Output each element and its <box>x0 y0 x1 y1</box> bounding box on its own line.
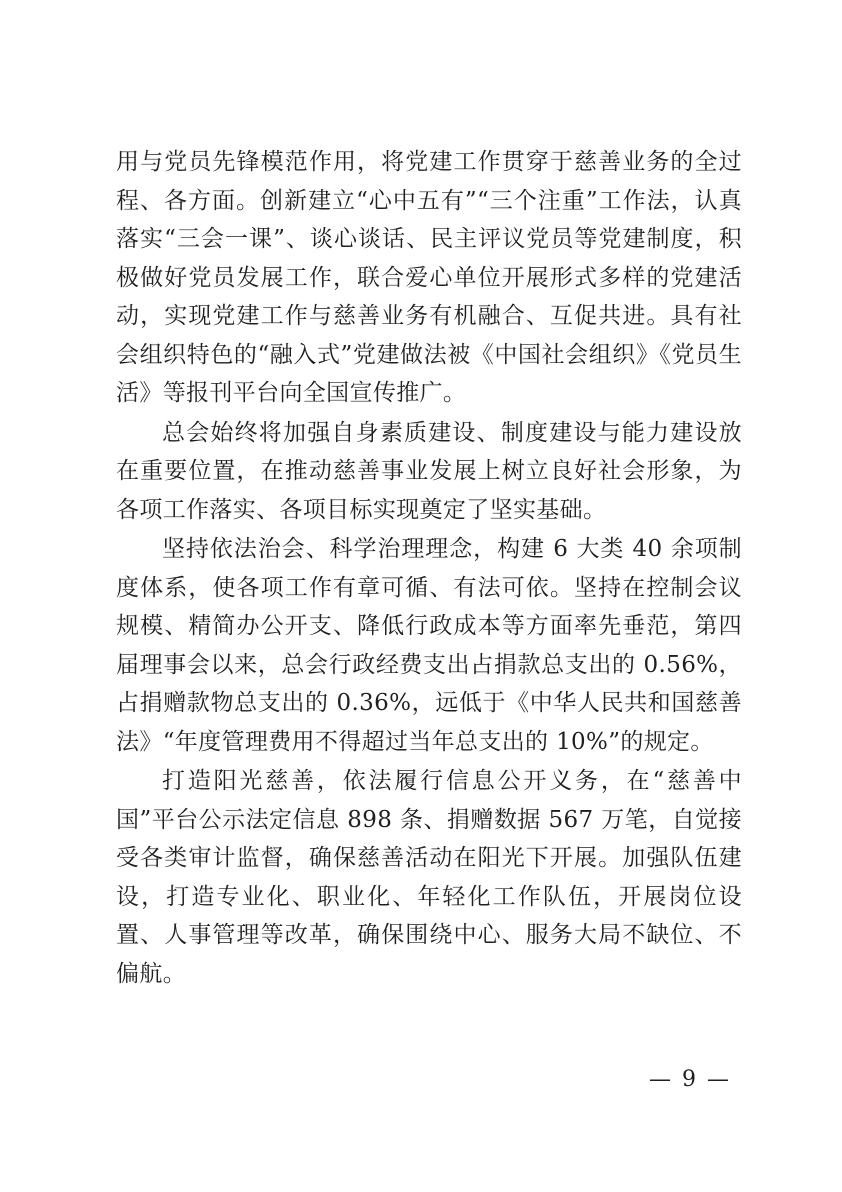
paragraph-party-building: 用与党员先锋模范作用，将党建工作贯穿于慈善业务的全过程、各方面。创新建立“心中五有”“三个注重”工作法，认真落实“三会一课”、谈心谈话、民主评议党员等党建制度，积极做好党员发展工作，联合爱心单位开展形式多样的党建活动，实现党建工作与慈善业务有机融合、互促共进。具有社会组织特色的“融入式”党建做法被《中国社会组织》《党员生活》等报刊平台向全国宣传推广。 <box>116 149 742 406</box>
paragraph-rule-of-law: 坚持依法治会、科学治理理念，构建 6 大类 40 余项制度体系，使各项工作有章可循、有法可依。坚持在控制会议规模、精简办公开支、降低行政成本等方面率先垂范，第四届理事会以来，总会行政经费支出占捐款总支出的 0.56%，占捐赠款物总支出的 0.36%，远低于《中华人民共和国慈善法》“年度管理费用不得超过当年总支出的 10%”的规定。 <box>116 536 742 755</box>
paragraph-self-construction: 总会始终将加强自身素质建设、制度建设与能力建设放在重要位置，在推动慈善事业发展上树立良好社会形象，为各项工作落实、各项目标实现奠定了坚实基础。 <box>116 419 742 523</box>
body-text <box>116 143 742 994</box>
page-number: — 9 — <box>649 1067 731 1092</box>
paragraph-sunshine-charity: 打造阳光慈善，依法履行信息公开义务，在“慈善中国”平台公示法定信息 898 条、捐赠数据 567 万笔，自觉接受各类审计监督，确保慈善活动在阳光下开展。加强队伍建设，打造专业化、职业化、年轻化工作队伍，开展岗位设置、人事管理等改革，确保围绕中心、服务大局不缺位、不偏航。 <box>116 768 742 987</box>
